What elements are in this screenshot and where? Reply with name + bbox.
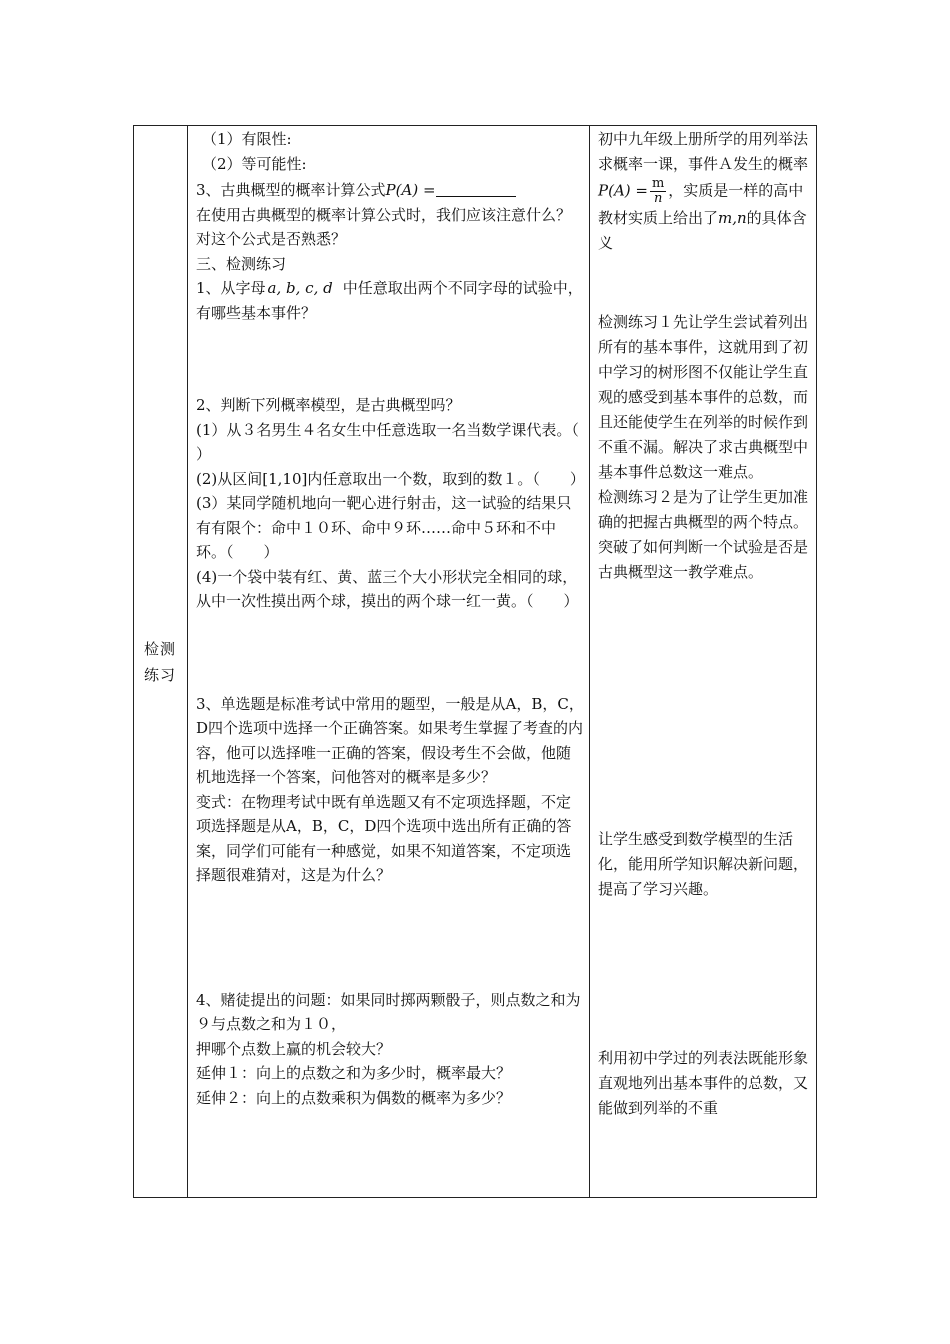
note-probability-formula (598, 127, 812, 256)
note-exercise-3: 让学生感受到数学模型的生活化，能用所学知识解决新问题，提高了学习兴趣。 (598, 830, 809, 898)
exercise-4-part-b: 押哪个点数上赢的机会较大？ (196, 1039, 392, 1058)
exercise-2-item-1: (1）从３名男生４名女生中任意选取一名当数学课代表。（ ） (196, 420, 609, 463)
table-right-border (816, 125, 817, 1198)
exercise-1 (196, 276, 584, 325)
note-exercise-2: 检测练习２是为了让学生更加准确的把握古典概型的两个特点。突破了如何判断一个试验是否是古典概型这一教学难点。 (598, 488, 809, 581)
table-bottom-border (133, 1197, 817, 1198)
exercise-3-variant: 变式：在物理考试中既有单选题又有不定项选择题，不定项选择题是从A，B，C，D四个选项中选出所有正确的答案，同学们可能有一种感觉，如果不知道答案，不定项选择题很难猜对，这是为什么？ (196, 792, 572, 884)
fraction-numerator: m (651, 176, 665, 191)
fraction-m-over-n (650, 177, 666, 206)
fraction-denominator: n (653, 191, 663, 206)
section-label-cell (133, 125, 187, 1198)
table-top-border (133, 125, 817, 126)
table-col-divider-2 (589, 125, 590, 1198)
note-1-variables: m,n (718, 209, 747, 227)
extension-2: 延伸２：向上的点数乘积为偶数的概率为多少？ (196, 1088, 512, 1107)
exercise-2-item-2: (2)从区间[1,10]内任意取出一个数，取到的数１。（ ） (196, 469, 585, 488)
note-exercise-1: 检测练习１先让学生尝试着列出所有的基本事件，这就用到了初中学习的树形图不仅能让学生直观的感受到基本事件的总数，而且还能使学生在列举的时候作到不重不漏。解决了求古典概型中基本事件总数这一难点。 (598, 313, 809, 481)
formula-blank (436, 182, 516, 197)
note-1-text-a: 初中九年级上册所学的用列举法求概率一课，事件Ａ发生的概率 (598, 130, 809, 173)
exercise-1-suffix: 中任意取出两个不同字母的试验中，有哪些基本事件？ (196, 279, 583, 322)
formula-expression: P(A) = (385, 181, 436, 199)
section-label: 检测 练习 (143, 639, 176, 684)
exercise-3: 3、单选题是标准考试中常用的题型，一般是从A，B，C，D四个选项中选择一个正确答案。如果考生掌握了考查的内容，他可以选择唯一正确的答案，假设考生不会做，他随机地选择一个答案，问他答对的概率是多少？ (196, 694, 584, 786)
section-title: 三、检测练习 (196, 254, 287, 273)
table-col-divider-1 (187, 125, 188, 1198)
note-exercise-4: 利用初中学过的列表法既能形象直观地列出基本事件的总数，又能做到列举的不重 (598, 1049, 809, 1117)
exercise-1-variables: a, b, c, d (267, 279, 333, 297)
exercise-2-item-3: (3）某同学随机地向一靶心进行射击，这一试验的结果只有有限个：命中１０环、命中９环……命中５环和不中环。（ ） (196, 494, 572, 561)
extension-1: 延伸１：向上的点数之和为多少时，概率最大？ (196, 1064, 512, 1082)
exercise-2-title: 2、判断下列概率模型，是古典概型吗？ (196, 396, 461, 414)
formula-line (196, 178, 584, 203)
note-1-text-c: 的具体含义 (598, 209, 807, 252)
property-finite: （1）有限性: (202, 130, 292, 148)
exercise-1-prefix: 1、从字母 (196, 279, 266, 297)
exercise-4-part-a: 4、赌徒提出的问题：如果同时掷两颗骰子，则点数之和为９与点数之和为１０， (196, 990, 581, 1033)
formula-prefix: 3、古典概型的概率计算公式 (196, 181, 386, 199)
formula-question: 在使用古典概型的概率计算公式时，我们应该注意什么？对这个公式是否熟悉？ (196, 205, 572, 248)
exercise-2-item-4: (4)一个袋中装有红、黄、蓝三个大小形状完全相同的球，从中一次性摸出两个球，摸出的两个球一红一黄。（ ） (196, 567, 579, 610)
note-1-expression: P(A) = (598, 181, 648, 200)
design-notes-cell (598, 127, 812, 1121)
note-1-text-b: ，实质是一样的高中教材实质上给出了 (598, 181, 804, 227)
lesson-content-cell (196, 127, 609, 1110)
property-equal-likelihood: （2）等可能性: (202, 154, 307, 173)
